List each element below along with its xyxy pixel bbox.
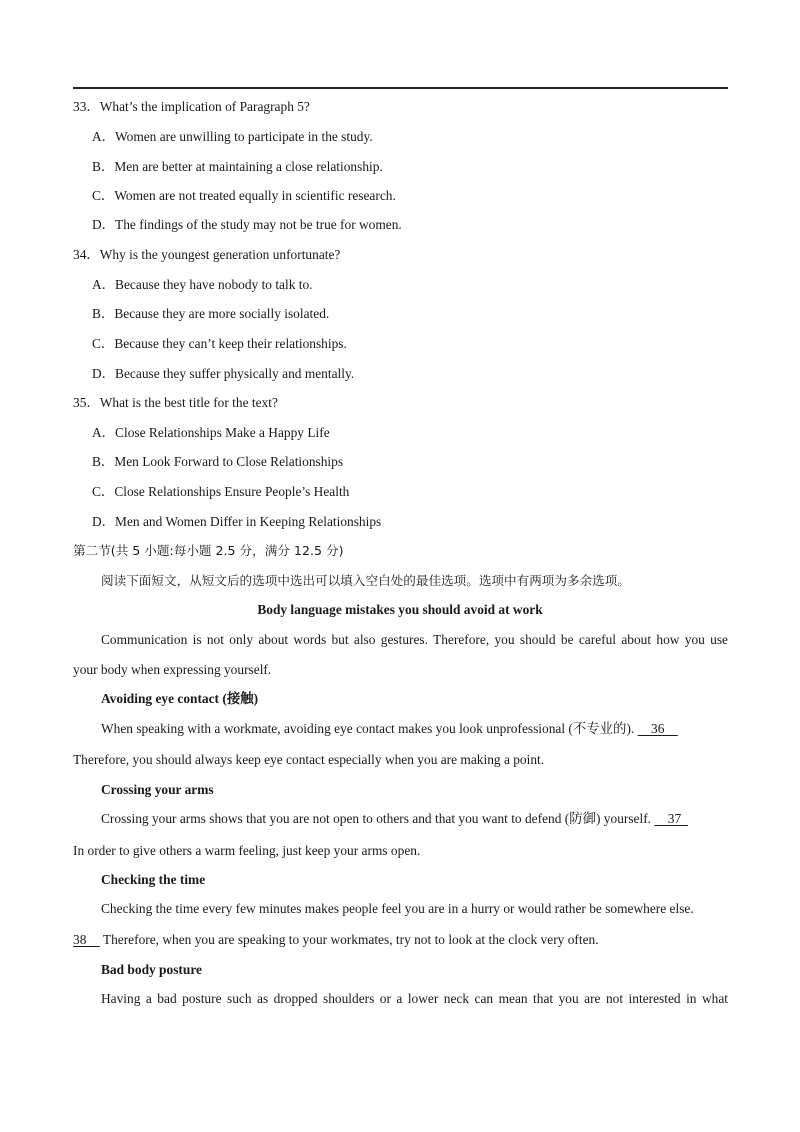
subheading-crossing-arms: Crossing your arms: [101, 782, 214, 797]
passage-intro-line-2: your body when expressing yourself.: [73, 662, 272, 677]
paragraph-crossing-arms-line-1: [101, 811, 688, 827]
question-35-option-b: B．Men Look Forward to Close Relationships: [92, 454, 344, 469]
question-33-option-c: C．Women are not treated equally in scientific research.: [92, 188, 396, 203]
question-34-option-d: D．Because they suffer physically and mentally.: [92, 366, 355, 381]
section-instruction: 阅读下面短文，从短文后的选项中选出可以填入空白处的最佳选项。选项中有两项为多余选项。: [101, 573, 630, 588]
paragraph-eye-contact-line-2: Therefore, you should always keep eye contact especially when you are making a point.: [73, 752, 545, 767]
blank-37: 37: [654, 811, 688, 826]
question-33-option-a: A．Women are unwilling to participate in the study.: [92, 129, 373, 144]
question-35-option-c: C．Close Relationships Ensure People’s Health: [92, 484, 350, 499]
paragraph-body-posture-line-1: Having a bad posture such as dropped shoulders or a lower neck can mean that you are not interested in what: [101, 991, 728, 1006]
paragraph-checking-time-text: Therefore, when you are speaking to your workmates, try not to look at the clock very often.: [99, 932, 599, 947]
question-34-option-b: B．Because they are more socially isolated.: [92, 306, 330, 321]
paragraph-checking-time-line-1: Checking the time every few minutes makes people feel you are in a hurry or would rather be somewhere else.: [101, 901, 694, 916]
question-35-option-a: A．Close Relationships Make a Happy Life: [92, 425, 330, 440]
question-35-option-d: D．Men and Women Differ in Keeping Relationships: [92, 514, 382, 529]
header-rule: [73, 87, 728, 89]
question-34-option-c: C．Because they can’t keep their relationships.: [92, 336, 347, 351]
passage-title: Body language mistakes you should avoid at work: [257, 602, 543, 617]
paragraph-eye-contact-line-1: [101, 721, 678, 737]
paragraph-eye-contact-text: When speaking with a workmate, avoiding eye contact makes you look unprofessional (不专业的).: [101, 721, 635, 736]
question-35-stem: 35．What is the best title for the text?: [73, 395, 278, 410]
question-33-stem: 33．What’s the implication of Paragraph 5?: [73, 99, 310, 114]
question-34-option-a: A．Because they have nobody to talk to.: [92, 277, 313, 292]
subheading-eye-contact: Avoiding eye contact (接触): [101, 691, 259, 706]
blank-38: 38: [73, 932, 100, 947]
paragraph-crossing-arms-line-2: In order to give others a warm feeling, just keep your arms open.: [73, 843, 421, 858]
blank-36: 36: [637, 721, 678, 736]
paragraph-crossing-arms-text: Crossing your arms shows that you are not open to others and that you want to defend (防御) yourself.: [101, 811, 652, 826]
section-heading: 第二节(共 5 小题:每小题 2.5 分，满分 12.5 分): [73, 543, 344, 558]
question-33-option-d: D．The findings of the study may not be true for women.: [92, 217, 402, 232]
passage-intro-line-1: Communication is not only about words but also gestures. Therefore, you should be careful about how you use: [101, 632, 728, 647]
subheading-body-posture: Bad body posture: [101, 962, 202, 977]
question-33-option-b: B．Men are better at maintaining a close relationship.: [92, 159, 383, 174]
paragraph-checking-time-line-2: [73, 932, 599, 948]
question-34-stem: 34．Why is the youngest generation unfortunate?: [73, 247, 341, 262]
subheading-checking-time: Checking the time: [101, 872, 206, 887]
